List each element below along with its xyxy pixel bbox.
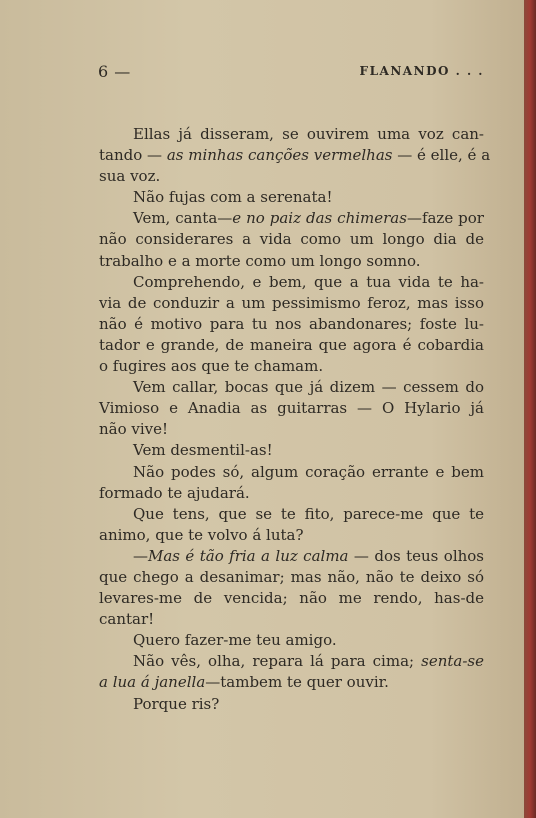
- text-line: [99, 567, 484, 588]
- text-run: não considerares a vida como um longo dia de: [99, 230, 484, 249]
- running-title: FLANANDO . . .: [359, 64, 484, 78]
- italic-text: Mas é tão fria a luz calma: [148, 546, 349, 565]
- text-line: [99, 229, 484, 250]
- text-line: [99, 588, 484, 609]
- italic-text: e no paiz das chimeras: [232, 209, 407, 228]
- text-run: Comprehendo, e bem, que a tua vida te ha-: [133, 272, 484, 291]
- text-run: Vem, canta—: [133, 209, 233, 228]
- text-line: [99, 398, 484, 419]
- text-run: Não podes só, algum coração errante e bem: [133, 462, 484, 481]
- text-line: [99, 546, 484, 567]
- text-line: [99, 483, 484, 504]
- text-run: —tambem te quer ouvir.: [205, 673, 389, 692]
- text-line: [99, 609, 484, 630]
- text-line: [99, 525, 484, 546]
- text-run: levares-me de vencida; não me rendo, has-de: [99, 589, 484, 608]
- text-line: [99, 166, 484, 187]
- text-run: Ellas já disseram, se ouvirem uma voz can-: [133, 125, 484, 143]
- text-line: [99, 377, 484, 398]
- text-run: Vimioso e Anadia as guitarras — O Hylario já: [99, 399, 484, 418]
- text-run: Não vês, olha, repara lá para cima;: [133, 652, 422, 671]
- text-run: tando —: [99, 146, 167, 165]
- page-number: 6 —: [98, 62, 131, 81]
- text-line: [99, 272, 484, 293]
- text-run: não vive!: [99, 420, 169, 439]
- text-run: — dos teus olhos: [348, 546, 485, 565]
- text-run: Vem desmentil-as!: [133, 441, 273, 460]
- text-run: cantar!: [99, 610, 155, 629]
- text-run: sua voz.: [99, 167, 161, 186]
- text-run: não é motivo para tu nos abandonares; foste lu-: [99, 314, 484, 333]
- text-line: [99, 251, 484, 272]
- italic-text: as minhas canções vermelhas: [166, 146, 393, 165]
- text-line: [99, 630, 484, 651]
- italic-text: senta-se: [421, 652, 484, 671]
- text-line: [99, 672, 484, 693]
- text-line: [99, 462, 484, 483]
- text-run: —: [133, 546, 148, 565]
- book-spine-edge: [524, 0, 536, 818]
- text-run: animo, que te volvo á luta?: [99, 525, 304, 544]
- text-line: [99, 356, 484, 377]
- text-line: [99, 440, 484, 461]
- body-text: [99, 124, 491, 715]
- text-run: formado te ajudará.: [99, 483, 250, 502]
- text-line: [99, 208, 484, 229]
- text-run: Porque ris?: [133, 694, 220, 713]
- text-run: tador e grande, de maneira que agora é cobardia: [99, 335, 484, 354]
- text-run: —faze por: [406, 209, 484, 228]
- text-run: trabalho e a morte como um longo somno.: [99, 251, 421, 270]
- text-line: [99, 694, 484, 715]
- text-run: Que tens, que se te fito, parece-me que te: [133, 504, 484, 523]
- text-line: [99, 314, 484, 335]
- text-run: Não fujas com a serenata!: [133, 188, 333, 207]
- text-run: via de conduzir a um pessimismo feroz, mas isso: [99, 293, 484, 312]
- text-line: [99, 145, 491, 166]
- italic-text: a lua á janella: [99, 673, 206, 692]
- text-line: [99, 293, 484, 314]
- text-line: [99, 419, 484, 440]
- text-line: [99, 504, 484, 525]
- text-run: o fugires aos que te chamam.: [99, 357, 324, 376]
- text-run: — é elle, é a: [392, 146, 491, 165]
- text-run: que chego a desanimar; mas não, não te deixo só: [99, 567, 484, 586]
- text-line: [99, 651, 484, 672]
- text-line: [99, 124, 484, 145]
- text-run: Quero fazer-me teu amigo.: [133, 631, 337, 650]
- text-line: [99, 187, 484, 208]
- text-run: Vem callar, bocas que já dizem — cessem do: [133, 378, 484, 397]
- text-line: [99, 335, 484, 356]
